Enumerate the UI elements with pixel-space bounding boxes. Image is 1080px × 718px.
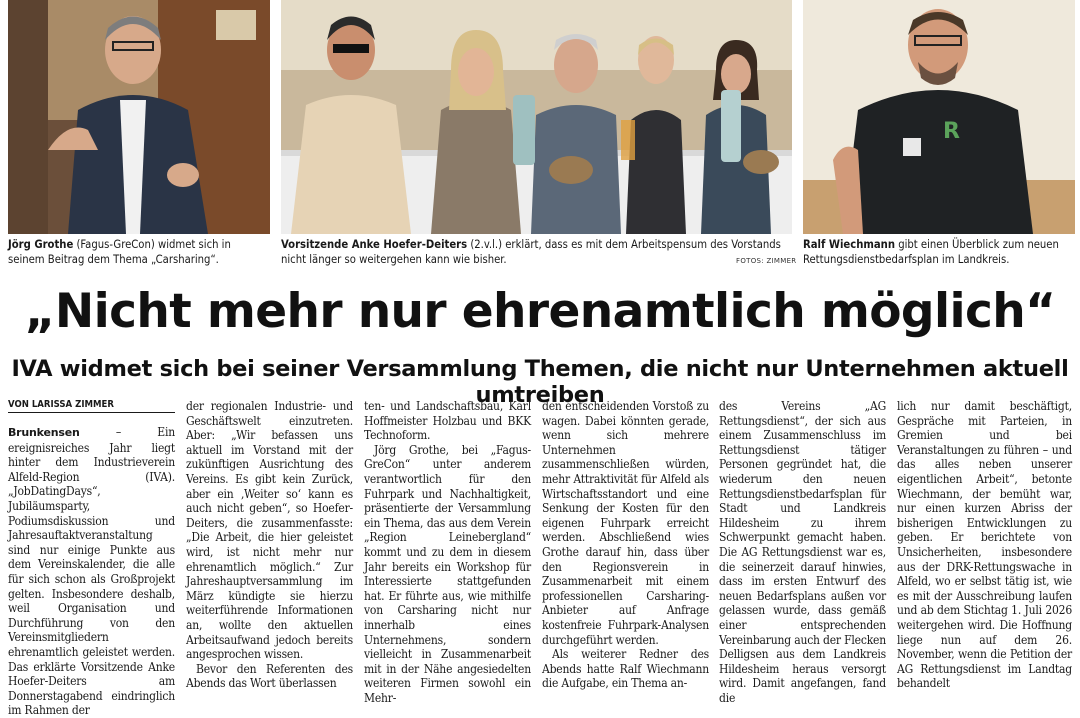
article-paragraph: den entscheidenden Vorstoß zu wagen. Dabei könnten gerade, wenn sich mehrere Unternehmen zusammenschließen würden, mehr Attraktivität für Alfeld als Wirtschaftsstandort und eine Senkung der Kosten für den eigenen Fuhrpark erreicht werden. Abschließend wies Grothe darauf hin, dass über den Regionsverein in Zusammenarbeit mit einem professionellen Carsharing-Anbieter auf Anfrage kostenfreie Fuhrpark-Analysen durchgeführt werden. [542, 399, 709, 647]
caption-text-center: (2.v.l.) erklärt, dass es mit dem Arbeitspensum des Vorstands nicht länger so weitergehen kann wie bisher. [281, 238, 781, 266]
photo-caption-center [281, 238, 792, 267]
article-paragraph: des Vereins „AG Rettungsdienst“, der sich aus einem Zusammenschluss im Rettungsdienst tätiger Personen gegründet hat, die wiederum den neuen Rettungsdienstbedarfsplan für Stadt und Landkreis Hildesheim zu ihrem Schwerpunkt gemacht haben. Die AG Rettungsdienst war es, die seinerzeit darauf hinwies, dass im ersten Entwurf des neuen Bedarfsplans außen vor gelassen wurde, dass gemäß einer entsprechenden Vereinbarung auch der Flecken Delligsen aus dem Landkreis Hildesheim heraus versorgt wird. Damit angefangen, fand die [719, 399, 886, 705]
article-column-4 [542, 399, 709, 691]
photo-podium [281, 0, 792, 234]
photo-speaker-left [8, 0, 270, 234]
caption-text-left: (Fagus-GreCon) widmet sich in seinem Beitrag dem Thema „Carsharing“. [8, 238, 231, 266]
paragraph-text: – Ein ereignisreiches Jahr liegt hinter dem Industrieverein Alfeld-Region (IVA). „JobDatingDays“, Jubiläumsparty, Podiumsdiskussion und Jahresauftaktveranstaltung sind nur einige Punkte aus dem Vereinskalender, die alle für sich schon als Großprojekt gelten. Insbesondere deshalb, weil Organisation und Durchführung von den Vereinsmitgliedern ehrenamtlich geleistet werden. Das erklärte Vorsitzende Anke Hoefer-Deiters am Donnerstagabend eindringlich im Rahmen der [8, 425, 175, 718]
byline: VON LARISSA ZIMMER [8, 399, 175, 413]
caption-name-right: Ralf Wiechmann [803, 238, 895, 251]
article-column-1 [8, 425, 175, 718]
article-column-6 [897, 399, 1072, 691]
photo-credit: FOTOS: ZIMMER [736, 257, 797, 265]
article-paragraph: Jörg Grothe, bei „Fagus-GreCon“ unter anderem verantwortlich für den Fuhrpark und Nachhaltigkeit, präsentierte der Versammlung ein Thema, das aus dem Verein „Region Leinebergland“ kommt und zu dem in diesem Jahr bereits ein Workshop für Interessierte stattgefunden hat. Er führte aus, wie mithilfe von Carsharing nicht nur innerhalb eines Unternehmens, sondern vielleicht in Zusammenarbeit mit in der Nähe angesiedelten weiteren Firmen sowohl ein Mehr- [364, 442, 531, 705]
photo-joerg-grothe [8, 0, 270, 234]
article-paragraph: Als weiterer Redner des Abends hatte Ralf Wiechmann die Aufgabe, ein Thema an- [542, 647, 709, 691]
article-paragraph: ten- und Landschaftsbau, Karl Hoffmeister Holzbau und BKK Technoform. [364, 399, 531, 443]
article-headline: „Nicht mehr nur ehrenamtlich möglich“ [24, 284, 1056, 339]
article-subheadline: IVA widmet sich bei seiner Versammlung Themen, die nicht nur Unternehmen aktuell umtreiben [11, 356, 1069, 408]
article-column-5 [719, 399, 886, 705]
dateline: Brunkensen [8, 426, 80, 439]
caption-name-left: Jörg Grothe [8, 238, 74, 251]
article-paragraph: Bevor den Referenten des Abends das Wort überlassen [186, 661, 353, 691]
photo-speaker-right [803, 0, 1075, 234]
photo-panel [281, 0, 792, 234]
caption-name-center: Vorsitzende Anke Hoefer-Deiters [281, 238, 468, 251]
article-paragraph: der regionalen Industrie- und Geschäftswelt einzutreten. Aber: „Wir befassen uns aktuell im Vorstand mit der zukünftigen Ausrichtung des Vereins. Es gibt kein Zurück, aber ein ‚Weiter so‘ kann es auch nicht geben“, so Hoefer-Deiters, die zusammenfasste: „Die Arbeit, die hier geleistet wird, ist nicht mehr nur ehrenamtlich möglich.“ Zur Jahreshauptversammlung im März kündigte sie hierzu weiterführende Informationen an, wollte den aktuellen Arbeitsaufwand jedoch bereits angesprochen wissen. [186, 399, 353, 662]
caption-text-right: gibt einen Überblick zum neuen Rettungsdienstbedarfsplan im Landkreis. [803, 238, 1059, 266]
article-paragraph: lich nur damit beschäftigt, Gespräche mit Parteien, in Gremien und bei Veranstaltungen zu führen – und das alles neben unserer eigentlichen Arbeit“, betonte Wiechmann, der bemüht war, nur einen kurzen Abriss der bisherigen Entwicklungen zu geben. Er berichtete von Unsicherheiten, insbesondere aus der DRK-Rettungswache in Alfeld, wo er selbst tätig ist, wie es mit der Ausschreibung laufen und ab dem Stichtag 1. Juli 2026 weitergehen wird. Die Hoffnung liege nun auf dem 26. November, wenn die Petition der AG Rettungsdienst im Landtag behandelt [897, 399, 1072, 691]
photo-ralf-wiechmann [803, 0, 1075, 234]
article-column-3 [364, 399, 531, 705]
photo-caption-right [803, 238, 1075, 267]
photo-caption-left [8, 238, 270, 267]
svg-text:R: R [943, 119, 960, 144]
article-column-2 [186, 399, 353, 691]
article-paragraph [8, 425, 175, 718]
